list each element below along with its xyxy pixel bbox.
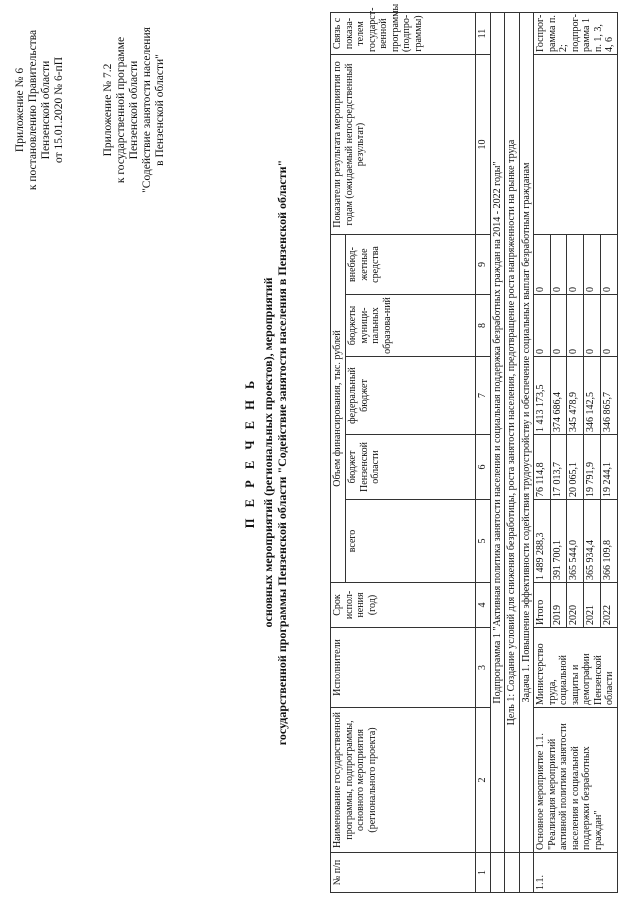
header-link: Связь с показа-телем государст-венной программы (подпро-граммы) xyxy=(331,13,476,55)
year-municipal: 0 xyxy=(584,295,601,357)
column-number: 10 xyxy=(476,55,491,235)
header-name: Наименование государственной программы, подпрограммы, основного мероприятия (регионального проекта) xyxy=(331,708,476,853)
year-total: 1 489 288,3 xyxy=(534,500,551,583)
document-title-line2: государственной программы Пензенской области "Содействие занятости населения в Пензенской области" xyxy=(275,159,289,746)
year-total: 366 109,8 xyxy=(600,500,617,583)
year-federal: 345 478,9 xyxy=(567,357,584,435)
header-total: всего xyxy=(346,500,476,583)
year-federal: 346 142,5 xyxy=(584,357,601,435)
year-extra: 0 xyxy=(600,235,617,295)
year-regional: 76 114,8 xyxy=(534,435,551,500)
subprogram-row xyxy=(490,13,505,893)
goal-title: Цель 1: Создание условий для снижения безработицы, роста занятости населения, предотвращение роста напряженности на рынке труда xyxy=(505,13,520,853)
year-municipal: 0 xyxy=(600,295,617,357)
measure-exec: Министерство труда, социальной защиты и демографии Пензенской области xyxy=(534,628,618,708)
column-number: 6 xyxy=(476,435,491,500)
year-total: 365 544,0 xyxy=(567,500,584,583)
column-number: 11 xyxy=(476,13,491,55)
header-exec: Исполнители xyxy=(331,628,476,708)
link-subprogram: подпрог-рамма 1 п. 1, 3, 4, 6 xyxy=(569,14,615,52)
column-number: 3 xyxy=(476,628,491,708)
year-municipal: 0 xyxy=(550,295,567,357)
appendix2-line: в Пензенской области" xyxy=(154,54,166,166)
year-regional: 19 244,1 xyxy=(600,435,617,500)
year-extra: 0 xyxy=(534,235,551,295)
year-federal: 346 865,7 xyxy=(600,357,617,435)
appendix-note xyxy=(14,5,66,215)
appendix-line: Приложение № 6 xyxy=(14,67,26,153)
year-municipal: 0 xyxy=(567,295,584,357)
year-federal: 374 686,4 xyxy=(550,357,567,435)
link-program: Госпрог-рамма п. 2; xyxy=(535,14,569,52)
empty-cell xyxy=(505,853,520,893)
header-extra: внебюд-жетные средства xyxy=(346,235,476,295)
header-term: Срок испол-нения (год) xyxy=(331,583,476,628)
column-number: 9 xyxy=(476,235,491,295)
header-row xyxy=(331,13,346,893)
year-regional: 17 013,7 xyxy=(550,435,567,500)
empty-cell xyxy=(519,853,534,893)
header-municipal: бюджеты муници-пальных образова-ний xyxy=(346,295,476,357)
task-row xyxy=(519,13,534,893)
year-extra: 0 xyxy=(567,235,584,295)
appendix2-line: к государственной программе xyxy=(115,36,127,184)
measures-table xyxy=(330,3,618,893)
header-indicators: Показатели результата мероприятия по годам (ожидаемый непосредственный результат) xyxy=(331,55,476,235)
task-title: Задача 1. Повышение эффективности содействия трудоустройству и обеспечение социальных выплат безработным гражданам xyxy=(519,13,534,853)
header-federal: федеральный бюджет xyxy=(346,357,476,435)
column-number-row xyxy=(476,13,491,893)
appendix2-line: Пензенской области xyxy=(128,60,140,160)
appendix2-note xyxy=(102,5,167,215)
goal-row xyxy=(505,13,520,893)
year-regional: 19 791,9 xyxy=(584,435,601,500)
appendix2-line: "Содействие занятости населения xyxy=(141,27,153,193)
header-funding: Объем финансирования, тыс. рублей xyxy=(331,235,346,583)
document-title-line1: основных мероприятий (региональных проектов), мероприятий xyxy=(261,277,275,628)
column-number: 5 xyxy=(476,500,491,583)
column-number: 8 xyxy=(476,295,491,357)
empty-cell xyxy=(490,853,505,893)
year-regional: 20 065,1 xyxy=(567,435,584,500)
measure-name: Основное мероприятие 1.1. "Реализация мероприятий активной политики занятости населения и социальной поддержки безработных граждан" xyxy=(534,708,618,853)
year-term: 2022 xyxy=(600,583,617,628)
year-term: 2019 xyxy=(550,583,567,628)
appendix-line: к постановлению Правительства xyxy=(27,29,39,191)
header-regional: бюджет Пензенской области xyxy=(346,435,476,500)
appendix-line: от 15.01.2020 № 6-пП xyxy=(53,57,65,164)
column-number: 2 xyxy=(476,708,491,853)
year-municipal: 0 xyxy=(534,295,551,357)
year-extra: 0 xyxy=(550,235,567,295)
column-number: 1 xyxy=(476,853,491,893)
document-heading: П Е Р Е Ч Е Н Ь xyxy=(243,376,257,529)
year-term: 2021 xyxy=(584,583,601,628)
measure-link xyxy=(534,13,618,55)
year-term: 2020 xyxy=(567,583,584,628)
column-number: 7 xyxy=(476,357,491,435)
year-total: 365 934,4 xyxy=(584,500,601,583)
year-term: Итого xyxy=(534,583,551,628)
year-extra: 0 xyxy=(584,235,601,295)
appendix-line: Пензенской области xyxy=(40,60,52,160)
subprogram-title: Подпрограмма 1 "Активная политика занятости населения и социальная поддержка безработных граждан на 2014 - 2022 годы" xyxy=(490,13,505,853)
header-no: № п/п xyxy=(331,853,476,893)
year-total: 391 700,1 xyxy=(550,500,567,583)
measure-no: 1.1. xyxy=(534,853,618,893)
measure-row xyxy=(534,13,551,893)
column-number: 4 xyxy=(476,583,491,628)
appendix2-line: Приложение № 7.2 xyxy=(102,63,114,157)
measure-indicators xyxy=(534,55,618,235)
year-federal: 1 413 173,5 xyxy=(534,357,551,435)
